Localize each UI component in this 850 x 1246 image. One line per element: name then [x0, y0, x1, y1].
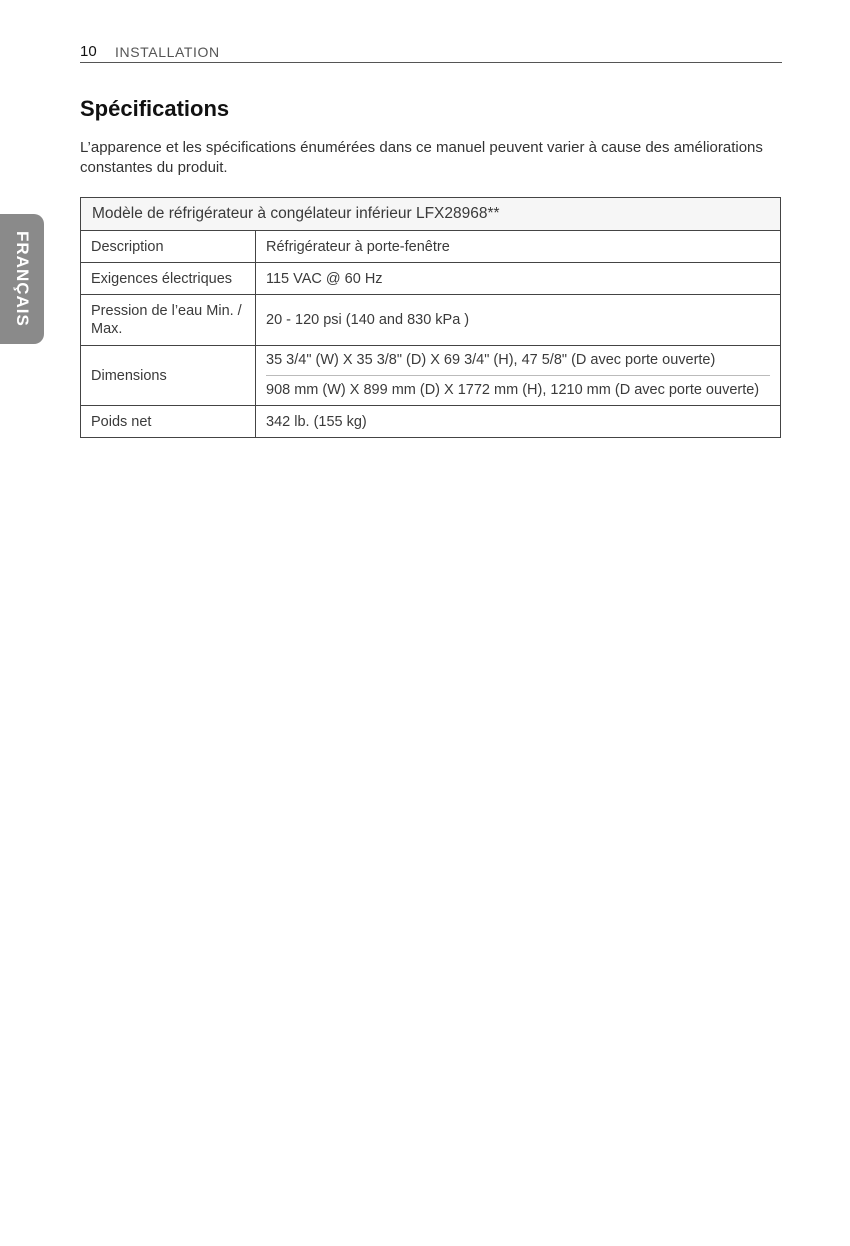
dimension-metric: 908 mm (W) X 899 mm (D) X 1772 mm (H), 1210 mm (D avec porte ouverte)	[266, 375, 770, 405]
table-heading: Modèle de réfrigérateur à congélateur inférieur LFX28968**	[81, 198, 781, 231]
row-value-multi	[256, 346, 781, 406]
table-row	[81, 263, 781, 295]
dimension-imperial: 35 3/4" (W) X 35 3/8" (D) X 69 3/4" (H), 47 5/8" (D avec porte ouverte)	[266, 352, 716, 368]
table-row	[81, 231, 781, 263]
table-row	[81, 346, 781, 406]
row-label: Description	[81, 231, 256, 263]
page-title: Spécifications	[80, 96, 230, 121]
row-value: 342 lb. (155 kg)	[256, 406, 781, 438]
row-label: Dimensions	[81, 346, 256, 406]
page-header	[80, 42, 782, 63]
row-label: Pression de l’eau Min. / Max.	[81, 295, 256, 346]
page-number: 10	[80, 43, 97, 60]
row-label: Poids net	[81, 406, 256, 438]
language-side-tab	[0, 214, 44, 344]
table-row	[81, 295, 781, 346]
section-name: INSTALLATION	[115, 44, 220, 60]
specifications-table	[80, 197, 781, 438]
table-header-row	[81, 198, 781, 231]
row-value: 115 VAC @ 60 Hz	[256, 263, 781, 295]
row-value: 20 - 120 psi (140 and 830 kPa )	[256, 295, 781, 346]
intro-paragraph: L’apparence et les spécifications énumérées dans ce manuel peuvent varier à cause des améliorations constantes du produit.	[80, 139, 763, 176]
table-row	[81, 406, 781, 438]
row-label: Exigences électriques	[81, 263, 256, 295]
row-value: Réfrigérateur à porte-fenêtre	[256, 231, 781, 263]
language-tab-label: FRANÇAIS	[13, 231, 32, 327]
